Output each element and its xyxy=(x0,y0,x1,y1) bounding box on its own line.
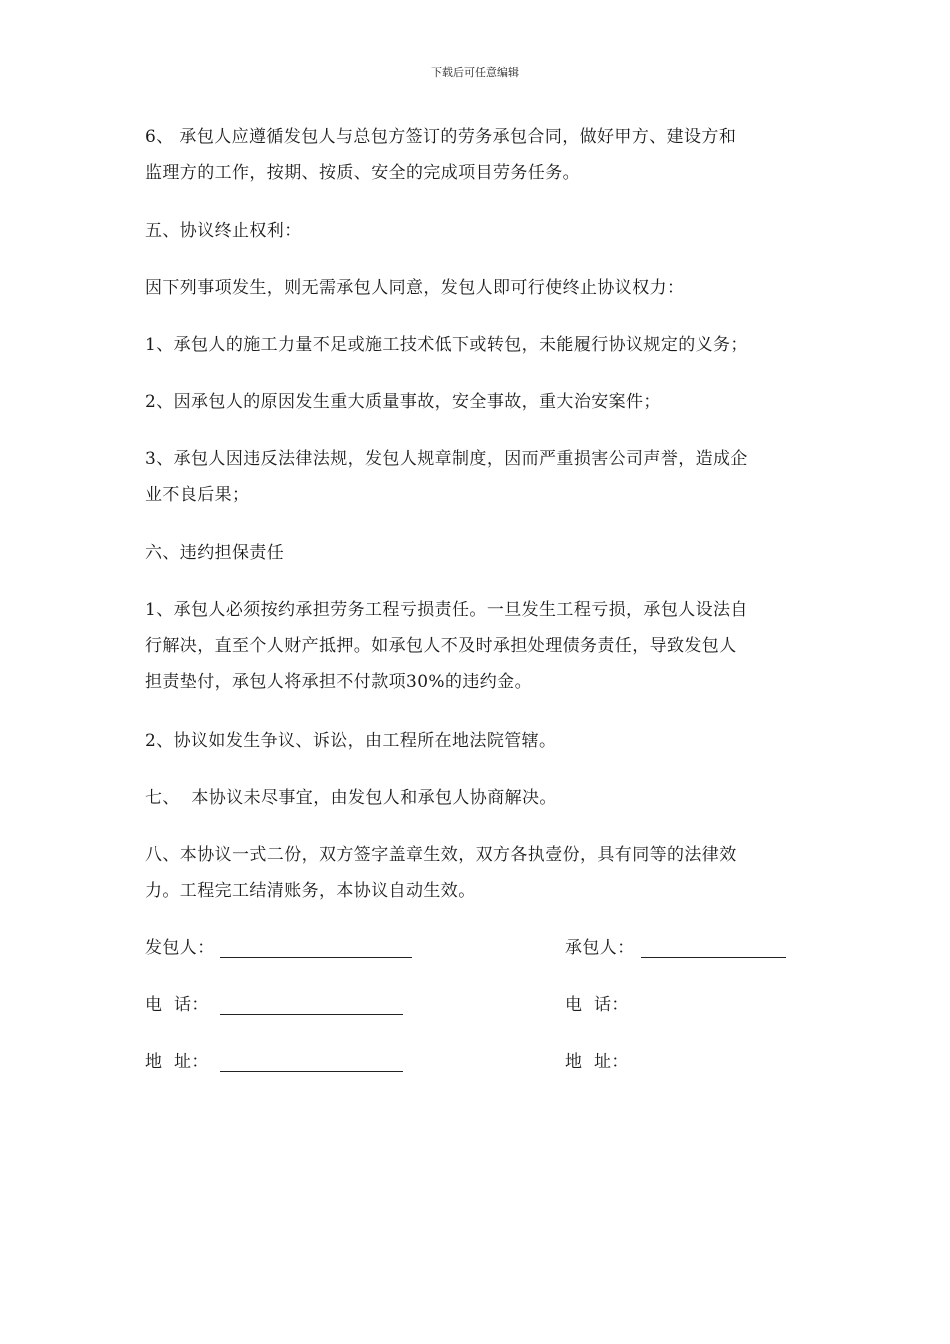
section-6-item-1-line-3: 担责垫付，承包人将承担不付款项30%的违约金。 xyxy=(145,672,532,692)
contractor-phone-label: 电 话： xyxy=(565,995,629,1015)
section-7: 七、 本协议未尽事宜，由发包人和承包人协商解决。 xyxy=(145,788,557,808)
section-8-line-2: 力。工程完工结清账务，本协议自动生效。 xyxy=(145,881,476,901)
employer-signature-line[interactable] xyxy=(220,957,412,958)
employer-address-line[interactable] xyxy=(220,1071,403,1072)
employer-phone-line[interactable] xyxy=(220,1014,403,1015)
section-5-item-3 xyxy=(145,441,810,513)
employer-address-label: 地 址： xyxy=(145,1052,209,1072)
section-6-item-1 xyxy=(145,592,810,700)
section-5-item-3-line-2: 业不良后果； xyxy=(145,485,250,505)
section-5-item-1: 1、承包人的施工力量不足或施工技术低下或转包，未能履行协议规定的义务； xyxy=(145,335,748,355)
header-note: 下载后可任意编辑 xyxy=(431,66,519,79)
contractor-signature-line[interactable] xyxy=(641,957,786,958)
section-5-intro: 因下列事项发生，则无需承包人同意，发包人即可行使终止协议权力： xyxy=(145,278,685,298)
section-8-line-1: 八、本协议一式二份，双方签字盖章生效，双方各执壹份，具有同等的法律效 xyxy=(145,845,737,865)
section-6-item-1-line-1: 1、承包人必须按约承担劳务工程亏损责任。一旦发生工程亏损，承包人设法自 xyxy=(145,600,748,620)
employer-label: 发包人： xyxy=(145,938,215,958)
section-8 xyxy=(145,837,810,909)
clause-6-line-2: 监理方的工作，按期、按质、安全的完成项目劳务任务。 xyxy=(145,163,580,183)
section-5-item-2: 2、因承包人的原因发生重大质量事故，安全事故，重大治安案件； xyxy=(145,392,661,412)
clause-6 xyxy=(145,119,810,191)
section-5-title: 五、协议终止权利： xyxy=(145,221,302,241)
contractor-label: 承包人： xyxy=(565,938,635,958)
employer-phone-label: 电 话： xyxy=(145,995,209,1015)
contractor-address-label: 地 址： xyxy=(565,1052,629,1072)
section-6-item-1-line-2: 行解决，直至个人财产抵押。如承包人不及时承担处理债务责任，导致发包人 xyxy=(145,636,737,656)
section-6-item-2: 2、协议如发生争议、诉讼，由工程所在地法院管辖。 xyxy=(145,731,557,751)
section-5-item-3-line-1: 3、承包人因违反法律法规，发包人规章制度，因而严重损害公司声誉，造成企 xyxy=(145,449,748,469)
clause-6-line-1: 6、 承包人应遵循发包人与总包方签订的劳务承包合同，做好甲方、建设方和 xyxy=(145,127,737,147)
section-6-title: 六、违约担保责任 xyxy=(145,543,285,563)
